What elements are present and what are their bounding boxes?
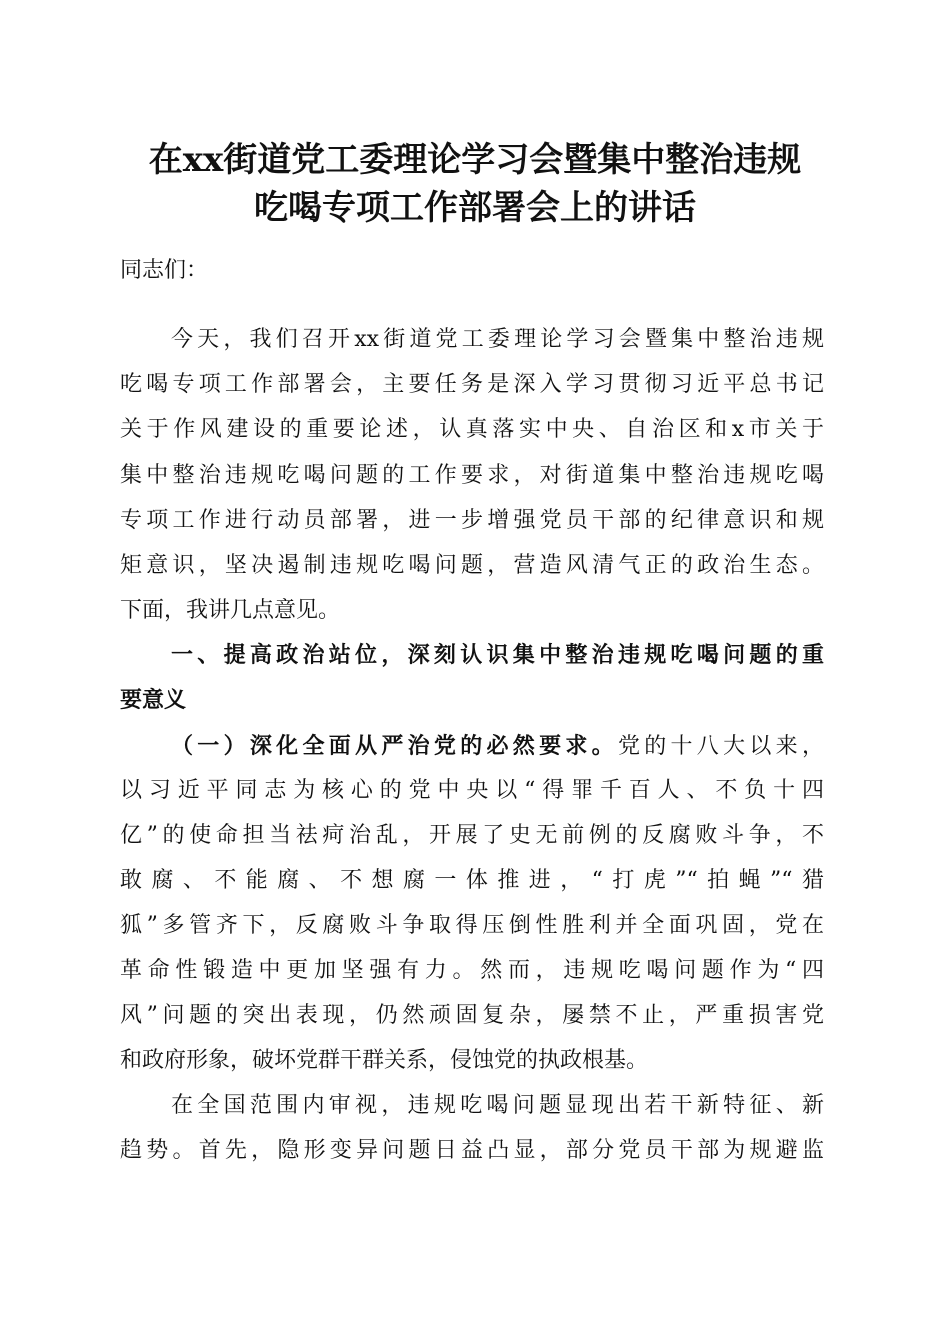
document-title-line-1: 在xx街道党工委理论学习会暨集中整治违规 (148, 140, 802, 180)
section-heading-1: 一、提高政治站位，深刻认识集中整治违规吃喝问题的重 (171, 643, 824, 668)
paragraph-1-line: 专项工作进行动员部署，进一步增强党员干部的纪律意识和规 (120, 508, 824, 533)
paragraph-1-line: 集中整治违规吃喝问题的工作要求，对街道集中整治违规吃喝 (120, 463, 824, 488)
paragraph-2-line: 敢腐、不能腐、不想腐一体推进，“打虎”“拍蝇”“猎 (120, 868, 824, 893)
paragraph-1-line: 下面，我讲几点意见。 (120, 598, 341, 623)
paragraph-1-line: 关于作风建设的重要论述，认真落实中央、自治区和x市关于 (120, 417, 824, 442)
paragraph-2-line: 风”问题的突出表现，仍然顽固复杂，屡禁不止，严重损害党 (120, 1003, 824, 1028)
paragraph-1-line: 吃喝专项工作部署会，主要任务是深入学习贯彻习近平总书记 (120, 372, 824, 397)
paragraph-2-first-line (171, 724, 824, 768)
salutation: 同志们： (120, 258, 209, 283)
paragraph-3-line: 在全国范围内审视，违规吃喝问题显现出若干新特征、新 (171, 1093, 824, 1118)
paragraph-2-line: 和政府形象，破坏党群干群关系，侵蚀党的执政根基。 (120, 1048, 649, 1073)
paragraph-2-line: 亿”的使命担当祛疴治乱，开展了史无前例的反腐败斗争，不 (120, 823, 824, 848)
paragraph-2-line: 狐”多管齐下，反腐败斗争取得压倒性胜利并全面巩固，党在 (120, 913, 824, 938)
subsection-heading-1: （一）深化全面从严治党的必然要求。 (171, 733, 618, 759)
paragraph-2-first-rest: 党的十八大以来， (617, 734, 824, 759)
paragraph-2-line: 革命性锻造中更加坚强有力。然而，违规吃喝问题作为“四 (120, 958, 824, 983)
section-heading-1-cont: 要意义 (120, 688, 187, 713)
paragraph-3-line: 趋势。首先，隐形变异问题日益凸显，部分党员干部为规避监 (120, 1138, 824, 1163)
document-title-line-2: 吃喝专项工作部署会上的讲话 (254, 188, 696, 228)
paragraph-1-line: 今天，我们召开xx街道党工委理论学习会暨集中整治违规 (171, 327, 824, 352)
paragraph-1-line: 矩意识，坚决遏制违规吃喝问题，营造风清气正的政治生态。 (120, 553, 824, 578)
paragraph-2-line: 以习近平同志为核心的党中央以“得罪千百人、不负十四 (120, 778, 824, 803)
